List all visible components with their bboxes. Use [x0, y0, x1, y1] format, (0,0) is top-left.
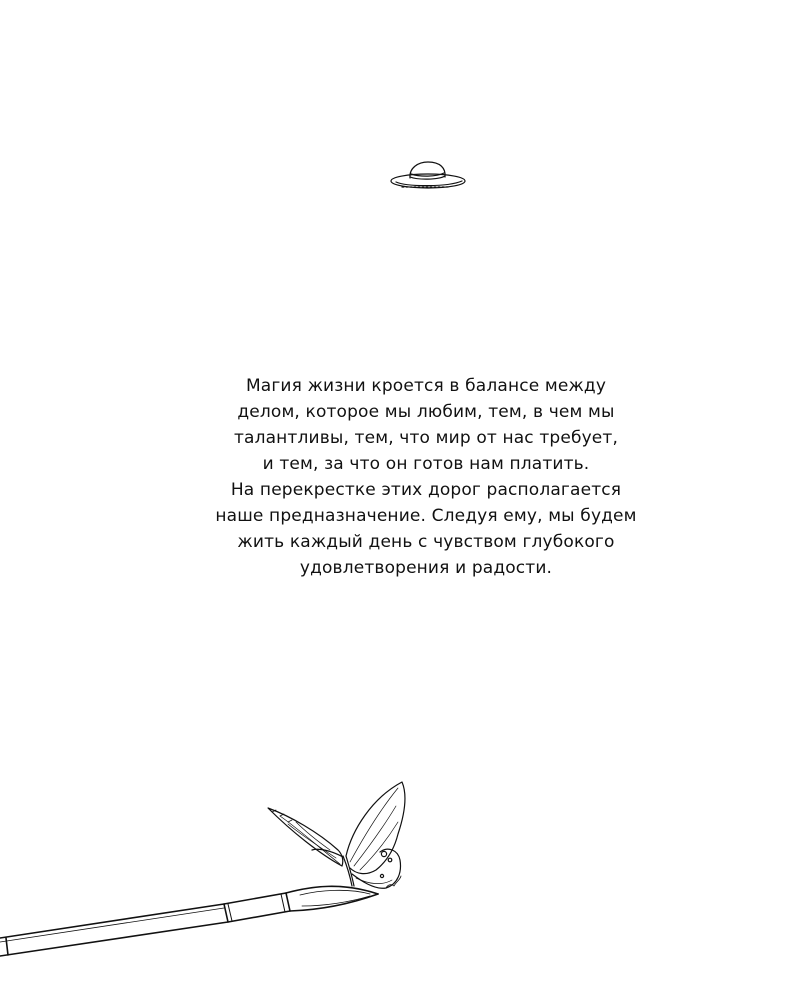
- quote-line: На перекрестке этих дорог располагается: [230, 480, 622, 500]
- butterfly-icon: [268, 782, 405, 888]
- quote-line: и тем, за что он готов нам платить.: [262, 454, 590, 474]
- hat-icon: [388, 156, 468, 192]
- quote-text: [150, 373, 702, 581]
- quote-line: наше предназначение. Следуя ему, мы будем: [215, 506, 637, 526]
- quote-line: делом, которое мы любим, тем, в чем мы: [237, 402, 615, 422]
- quote-line: удовлетворения и радости.: [299, 558, 553, 578]
- pen-butterfly-illustration: [0, 770, 420, 970]
- pen-icon: [0, 886, 378, 956]
- quote-line: Магия жизни кроется в балансе между: [245, 376, 607, 396]
- quote-line: талантливы, тем, что мир от нас требует,: [233, 428, 619, 448]
- quote-line: жить каждый день с чувством глубокого: [237, 532, 615, 552]
